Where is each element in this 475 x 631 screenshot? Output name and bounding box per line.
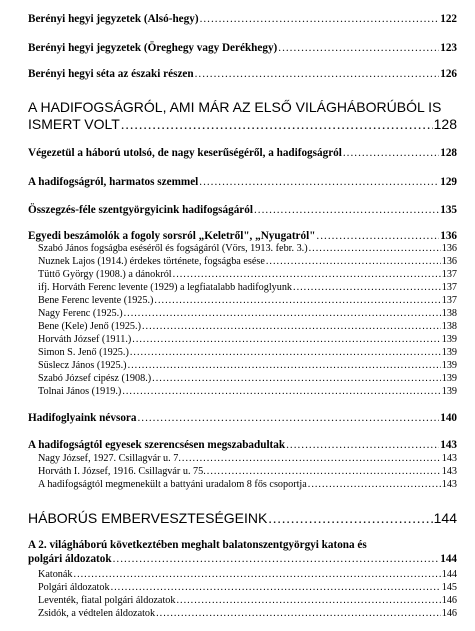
entry-title: Horváth József (1911.) (38, 334, 132, 345)
toc-subentry[interactable] (28, 609, 457, 619)
toc-subentry[interactable] (28, 454, 457, 464)
toc-subentry[interactable] (28, 583, 457, 593)
entry-title: Zsidók, a védtelen áldozatok (38, 608, 156, 619)
chapter-heading[interactable] (28, 117, 457, 133)
entry-title: Nagy József, 1927. Csillagvár u. 7. (38, 453, 181, 464)
entry-title: Szabó János fogságba eséséről és fogságáról (Vörs, 1913. febr. 3.) (38, 243, 308, 254)
entry-title: Horváth I. József, 1916. Csillagvár u. 75. (38, 466, 206, 477)
dot-leader (137, 413, 439, 424)
page-number: 143 (440, 439, 457, 451)
toc-subentry[interactable] (28, 257, 457, 267)
dot-leader (343, 148, 439, 159)
dot-leader (121, 119, 433, 133)
entry-title: Berényi hegyi jegyzetek (Öreghegy vagy Derékhegy) (28, 42, 278, 54)
dot-leader (152, 374, 441, 384)
page-number: 122 (440, 13, 457, 25)
dot-leader (132, 335, 440, 345)
toc-subentry[interactable] (28, 244, 457, 254)
entry-title: Tüttő György (1908.) a dánokról (38, 269, 172, 280)
dot-leader (74, 570, 441, 580)
entry-title: Katonák (38, 569, 73, 580)
page-number: 138 (441, 321, 457, 332)
toc-entry[interactable] (28, 231, 457, 242)
toc-subentry[interactable] (28, 596, 457, 606)
toc-subentry[interactable] (28, 309, 457, 319)
dot-leader (278, 43, 439, 54)
entry-title-line: A 2. világháború következtében meghalt balatonszentgyörgyi katona és (28, 539, 367, 551)
toc-subentry[interactable] (28, 270, 457, 280)
dot-leader (130, 348, 441, 358)
dot-leader (111, 583, 441, 593)
dot-leader (309, 244, 441, 254)
dot-leader (156, 609, 441, 619)
dot-leader (199, 177, 439, 188)
dot-leader (142, 322, 441, 332)
page-number: 123 (440, 42, 457, 54)
entry-title: Bene (Kele) Jenő (1925.) (38, 321, 141, 332)
page-number: 137 (441, 282, 457, 293)
page-number: 128 (433, 116, 457, 132)
page-number: 143 (441, 453, 457, 464)
dot-leader (154, 296, 440, 306)
dot-leader (195, 69, 440, 80)
entry-title: ifj. Horváth Ferenc levente (1929) a legfiatalabb hadifoglyunk (38, 282, 293, 293)
page-number: 126 (440, 68, 457, 80)
entry-title: Szabó József cipész (1908.) (38, 373, 152, 384)
page-number: 139 (441, 386, 457, 397)
entry-title: polgári áldozatok (28, 553, 112, 565)
entry-title: A hadifogságról, harmatos szemmel (28, 176, 199, 188)
dot-leader (124, 309, 441, 319)
page-number: 135 (440, 204, 457, 216)
entry-title: A hadifogságtól megmenekült a battyáni uradalom 8 fős csoportja (38, 479, 307, 490)
dot-leader (122, 387, 440, 397)
entry-title: Polgári áldozatok (38, 582, 110, 593)
dot-leader (254, 205, 439, 216)
dot-leader (128, 361, 441, 371)
page-number: 138 (441, 308, 457, 319)
toc-subentry[interactable] (28, 374, 457, 384)
toc-subentry[interactable] (28, 467, 457, 477)
page-number: 128 (440, 147, 457, 159)
toc-subentry[interactable] (28, 480, 457, 490)
entry-title: Berényi hegyi jegyzetek (Alsó-hegy) (28, 13, 199, 25)
toc-subentry[interactable] (28, 570, 457, 580)
entry-title: Nuznek Lajos (1914.) érdekes története, fogságba esése (38, 256, 265, 267)
toc-entry[interactable] (28, 43, 457, 54)
dot-leader (113, 554, 440, 565)
entry-title: Összegzés-féle szentgyörgyicink hadifogságáról (28, 204, 253, 216)
page-number: 139 (441, 347, 457, 358)
page-number: 139 (441, 334, 457, 345)
page-number: 146 (441, 595, 457, 606)
toc-subentry[interactable] (28, 348, 457, 358)
entry-title: Leventék, fiatal polgári áldozatok (38, 595, 176, 606)
dot-leader (182, 454, 441, 464)
page-number: 137 (441, 269, 457, 280)
dot-leader (176, 596, 440, 606)
entry-title: Simon S. Jenő (1925.) (38, 347, 129, 358)
toc-entry[interactable] (28, 148, 457, 159)
page-number: 137 (441, 295, 457, 306)
page-number: 139 (441, 360, 457, 371)
dot-leader (286, 440, 439, 451)
toc-entry[interactable] (28, 14, 457, 25)
page-number: 136 (441, 243, 457, 254)
entry-title: Berényi hegyi séta az északi részen (28, 68, 194, 80)
dot-leader (173, 270, 441, 280)
page-number: 146 (441, 608, 457, 619)
toc-entry[interactable] (28, 554, 457, 565)
entry-title: HÁBORÚS EMBERVESZTESÉGEINK (28, 510, 268, 526)
entry-title: Bene Ferenc levente (1925.) (38, 295, 154, 306)
toc-subentry[interactable] (28, 361, 457, 371)
toc-entry[interactable] (28, 205, 457, 216)
toc-subentry[interactable] (28, 296, 457, 306)
page-number: 140 (440, 412, 457, 424)
dot-leader (268, 513, 432, 527)
toc-entry[interactable] (28, 69, 457, 80)
toc-subentry[interactable] (28, 387, 457, 397)
page-number: 144 (433, 510, 457, 526)
page-number: 145 (441, 582, 457, 593)
toc-entry[interactable] (28, 413, 457, 424)
entry-title: Egyedi beszámolók a fogoly sorsról „Keletről", „Nyugatról" (28, 230, 316, 242)
entry-title: Végezetül a háború utolsó, de nagy keserűségéről, a hadifogságról (28, 147, 342, 159)
dot-leader (293, 283, 441, 293)
toc-subentry[interactable] (28, 283, 457, 293)
toc-entry[interactable] (28, 440, 457, 451)
entry-title: A hadifogságtól egyesek szerencsésen megszabadultak (28, 439, 286, 451)
dot-leader (207, 467, 441, 477)
toc-entry[interactable] (28, 177, 457, 188)
page-number: 143 (441, 466, 457, 477)
page-number: 139 (441, 373, 457, 384)
page-number: 144 (441, 569, 457, 580)
entry-title: ISMERT VOLT (28, 116, 120, 132)
toc-subentry[interactable] (28, 335, 457, 345)
entry-title: Tolnai János (1919.) (38, 386, 122, 397)
page-number: 129 (440, 176, 457, 188)
chapter-heading[interactable] (28, 511, 457, 527)
entry-title: Süslecz János (1925.) (38, 360, 127, 371)
page-number: 136 (441, 256, 457, 267)
dot-leader (200, 14, 440, 25)
entry-title: Hadifoglyaink névsora (28, 412, 137, 424)
chapter-heading-line: A HADIFOGSÁGRÓL, AMI MÁR AZ ELSŐ VILÁGHÁBORÚBÓL IS (28, 99, 442, 115)
dot-leader (266, 257, 441, 267)
page-number: 144 (440, 553, 457, 565)
dot-leader (308, 480, 441, 490)
toc-subentry[interactable] (28, 322, 457, 332)
page-number: 143 (441, 479, 457, 490)
page-number: 136 (440, 230, 457, 242)
entry-title: Nagy Ferenc (1925.) (38, 308, 123, 319)
dot-leader (316, 231, 439, 242)
